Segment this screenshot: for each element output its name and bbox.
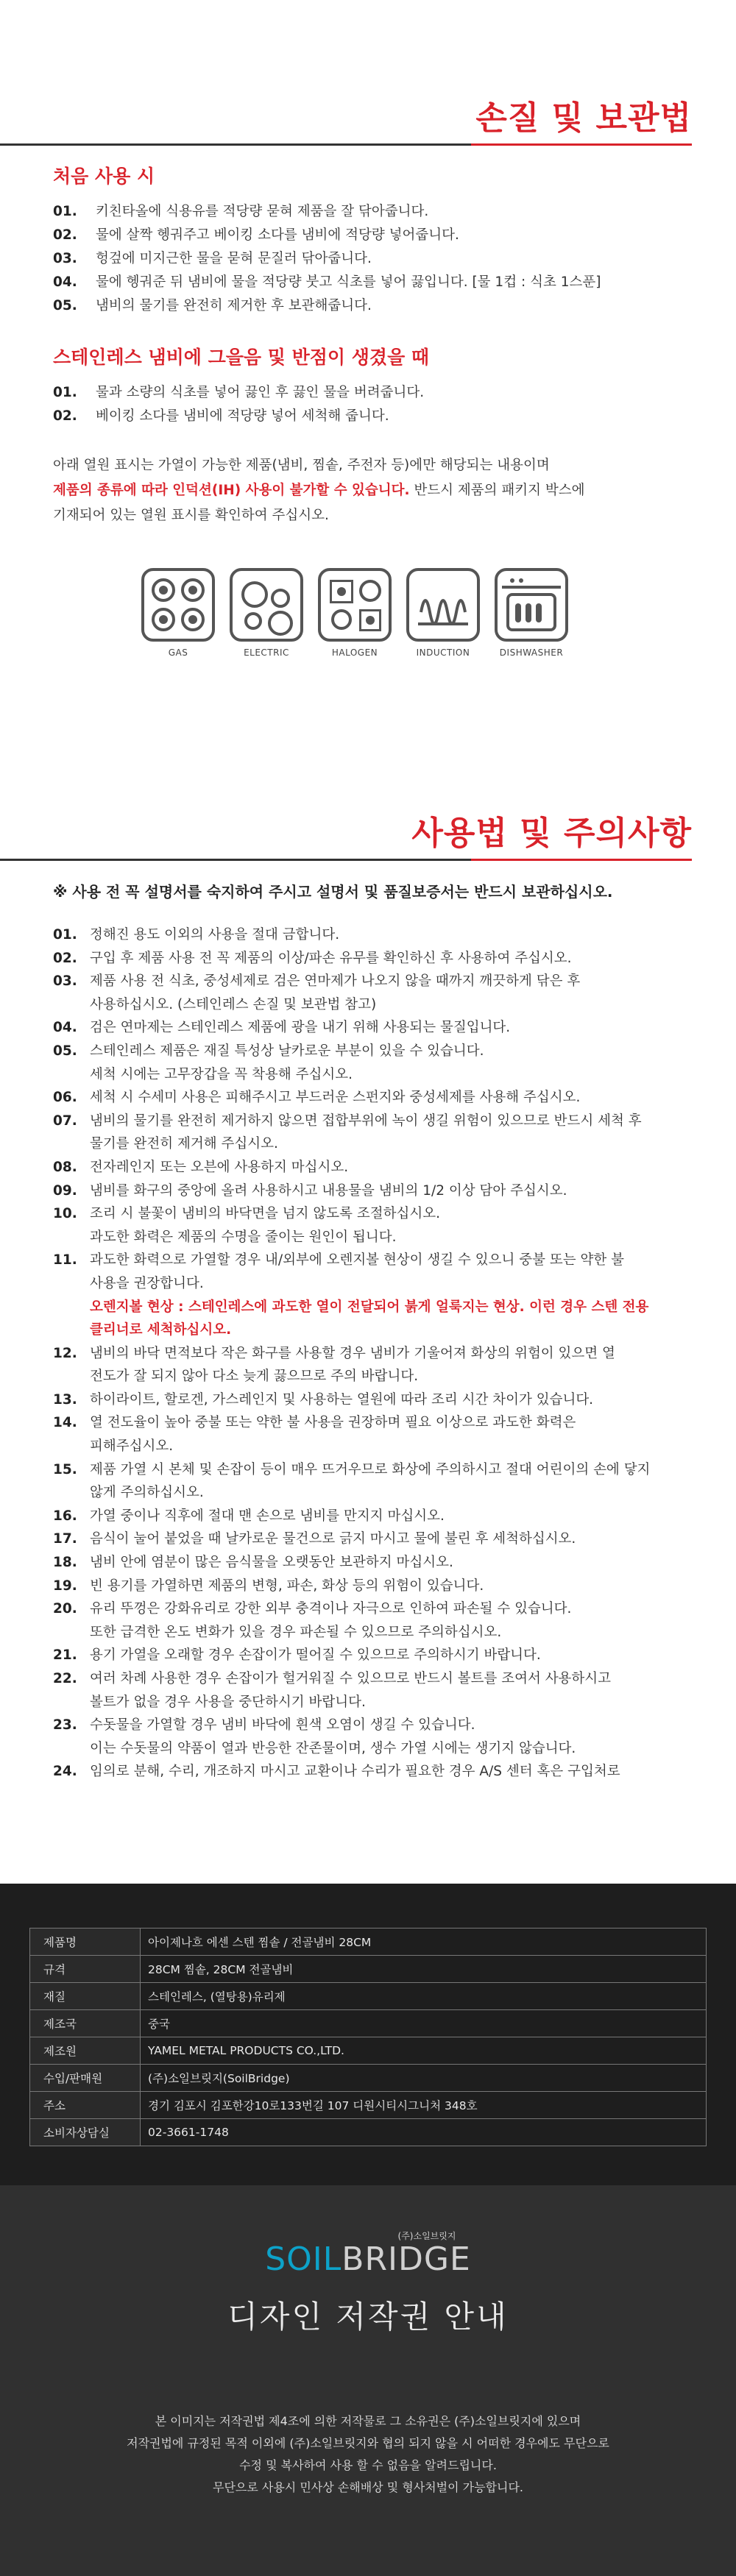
usage-item [53,1388,692,1412]
item-text [90,1575,692,1598]
item-number: 14. [53,1415,77,1431]
item-line: 전자레인지 또는 오븐에 사용하지 마십시오. [90,1159,349,1175]
usage-item [53,1202,692,1249]
usage-item [53,970,692,1016]
usage-section-header [0,658,736,877]
item-line: 용기 가열을 오래할 경우 손잡이가 떨어질 수 있으므로 주의하시기 바랍니다. [90,1647,541,1664]
item-number: 04. [53,1020,77,1036]
item-line: 사용하십시오. (스테인레스 손질 및 보관법 참고) [90,996,377,1012]
list-item [53,405,692,428]
info-key: 재질 [30,1983,141,2010]
item-line: 수돗물을 가열할 경우 냄비 바닥에 흰색 오염이 생길 수 있습니다. [90,1717,475,1734]
item-line: 냄비의 바닥 면적보다 작은 화구를 사용할 경우 냄비가 기울어져 화상의 위험이 있으면 열 [90,1345,615,1361]
item-line: 과도한 화력은 제품의 수명을 줄이는 원인이 됩니다. [90,1229,397,1245]
item-number: 20. [53,1601,77,1617]
usage-item [53,1411,692,1458]
list-item [53,271,692,294]
list-item [53,247,692,271]
info-value: 02-3661-1748 [141,2119,707,2146]
care-content [0,162,736,658]
info-row [30,2037,707,2065]
usage-item [53,1667,692,1714]
usage-item [53,1110,692,1156]
item-number: 07. [53,1113,77,1129]
info-value: 경기 김포시 김포한강10로133번길 107 디원시티시그니처 348호 [141,2092,707,2119]
item-text [90,1342,692,1388]
list-item [53,200,692,224]
info-row [30,2010,707,2037]
usage-notice: ※ 사용 전 꼭 설명서를 숙지하여 주시고 설명서 및 품질보증서는 반드시 보관하십시오. [53,883,613,901]
info-key: 규격 [30,1956,141,1983]
info-row [30,2092,707,2119]
info-value: (주)소일브릿지(SoilBridge) [141,2065,707,2092]
info-value: YAMEL METAL PRODUCTS CO.,LTD. [141,2037,707,2065]
usage-item [53,947,692,971]
item-line: 냄비의 물기를 완전히 제거하지 않으면 접합부위에 녹이 생길 위험이 있으므로 반드시 세척 후 [90,1113,642,1129]
copyright-text [0,2410,736,2499]
item-line: 유리 뚜껑은 강화유리로 강한 외부 충격이나 자극으로 인하여 파손될 수 있습니다. [90,1601,572,1617]
heat-note-line3: 기재되어 있는 열원 표시를 확인하여 주십시오. [53,508,329,523]
item-line: 조리 시 불꽃이 냄비의 바닥면을 넘지 않도록 조절하십시오. [90,1206,440,1222]
item-number: 18. [53,1555,77,1571]
dishwasher-icon [495,568,568,642]
info-key: 수입/판매원 [30,2065,141,2092]
item-line: 이는 수돗물의 약품이 열과 반응한 잔존물이며, 생수 가열 시에는 생기지 않습니다. [90,1740,576,1756]
care-section-header [0,0,736,162]
item-line: 하이라이트, 할로겐, 가스레인지 및 사용하는 열원에 따라 조리 시간 차이가 있습니다. [90,1391,594,1408]
item-line: 제품 사용 전 식초, 중성세제로 검은 연마제가 나오지 않을 때까지 깨끗하게 닦은 후 [90,973,581,990]
item-text [90,1179,692,1203]
list-item [53,224,692,247]
item-text [90,1040,692,1086]
item-line: 검은 연마제는 스테인레스 제품에 광을 내기 위해 사용되는 물질입니다. [90,1020,511,1036]
item-line: 가열 중이나 직후에 절대 맨 손으로 냄비를 만지지 마십시오. [90,1508,445,1524]
item-text: 키친타올에 식용유를 적당량 묻혀 제품을 잘 닦아줍니다. [96,204,429,219]
care-title: 손질 및 보관법 [475,99,692,137]
electric-label: ELECTRIC [244,647,289,658]
usage-item [53,1342,692,1388]
item-text [90,1202,692,1249]
item-line: 냄비 안에 염분이 많은 음식물을 오랫동안 보관하지 마십시오. [90,1555,453,1571]
item-number: 03. [53,973,77,990]
item-number: 02. [53,950,77,966]
item-text [90,1644,692,1667]
item-text [90,1760,692,1784]
item-text [90,1667,692,1714]
info-row [30,1956,707,1983]
usage-item [53,1249,692,1341]
item-line: 제품 가열 시 본체 및 손잡이 등이 매우 뜨거우므로 화상에 주의하시고 절대 어린이의 손에 닿지 [90,1461,651,1477]
product-info-section [0,1884,736,2185]
usage-item [53,1040,692,1086]
info-value: 아이제나흐 에센 스텐 찜솥 / 전골냄비 28CM [141,1929,707,1956]
item-number: 24. [53,1764,77,1780]
item-number: 08. [53,1159,77,1175]
item-line: 음식이 눌어 붙었을 때 날카로운 물건으로 긁지 마시고 물에 불린 후 세척하십시오. [90,1531,576,1547]
copyright-line: 저작권법에 규정된 목적 이외에 (주)소일브릿지와 협의 되지 않을 시 어떠한 경우에도 무단으로 [127,2436,609,2450]
first-use-list [53,200,692,318]
copyright-line: 수정 및 복사하여 사용 할 수 없음을 알려드립니다. [239,2458,497,2472]
item-number: 01. [53,927,77,943]
item-text [90,923,692,947]
info-row [30,1929,707,1956]
item-number: 05. [53,1043,77,1059]
usage-item [53,923,692,947]
warning-line: 클리너로 세척하십시오. [90,1322,232,1338]
usage-title: 사용법 및 주의사항 [411,815,692,852]
usage-item [53,1714,692,1760]
gas-icon [141,568,215,642]
copyright-line: 본 이미지는 저작권법 제4조에 의한 저작물로 그 소유권은 (주)소일브릿지에 있으며 [155,2414,581,2428]
item-text [90,1016,692,1040]
logo-bridge: BRIDGE [342,2240,471,2278]
item-line: 임의로 분해, 수리, 개조하지 마시고 교환이나 수리가 필요한 경우 A/S 센터 혹은 구입처로 [90,1764,620,1780]
heat-source-note [53,453,692,528]
electric-icon [230,568,303,642]
info-value: 중국 [141,2010,707,2037]
item-line: 세척 시에는 고무장갑을 꼭 착용해 주십시오. [90,1066,353,1082]
copyright-title: 디자인 저작권 안내 [227,2299,509,2335]
item-line: 물기를 완전히 제거해 주십시오. [90,1136,278,1152]
dishwasher-item [495,568,568,658]
usage-item [53,1527,692,1551]
info-key: 제조국 [30,2010,141,2037]
item-line: 구입 후 제품 사용 전 꼭 제품의 이상/파손 유무를 확인하신 후 사용하여 주십시오. [90,950,572,966]
heat-note-line2: 반드시 제품의 패키지 박스에 [409,483,585,498]
item-text [90,1249,692,1341]
item-number: 05. [53,298,77,313]
item-line: 피해주십시오. [90,1438,174,1455]
item-text [90,1527,692,1551]
heat-note-line1: 아래 열원 표시는 가열이 가능한 제품(냄비, 찜솥, 주전자 등)에만 해당되는 내용이며 [53,458,550,473]
item-number: 11. [53,1252,77,1269]
item-line: 스테인레스 제품은 재질 특성상 날카로운 부분이 있을 수 있습니다. [90,1043,484,1059]
item-number: 09. [53,1182,77,1199]
heat-note-warning: 제품의 종류에 따라 인덕션(IH) 사용이 불가할 수 있습니다. [53,483,410,498]
gas-item [141,568,215,658]
item-text: 물에 살짝 헹궈주고 베이킹 소다를 냄비에 적당량 넣어줍니다. [96,227,459,243]
item-line: 빈 용기를 가열하면 제품의 변형, 파손, 화상 등의 위험이 있습니다. [90,1578,484,1594]
copyright-line: 무단으로 사용시 민사상 손해배상 및 형사처벌이 가능합니다. [212,2480,523,2494]
heat-source-icons [53,568,692,658]
list-item [53,381,692,405]
item-text: 물과 소량의 식초를 넣어 끓인 후 끓인 물을 버려줍니다. [96,385,425,400]
usage-item [53,1505,692,1528]
item-number: 10. [53,1206,77,1222]
soilbridge-logo [0,2240,736,2278]
usage-item [53,1575,692,1598]
item-text [90,1458,692,1505]
item-text [90,1597,692,1644]
item-number: 21. [53,1647,77,1664]
gas-label: GAS [168,647,188,658]
list-item [53,294,692,318]
item-number: 04. [53,274,77,290]
item-text [90,947,692,971]
item-number: 01. [53,385,77,400]
item-line: 볼트가 없을 경우 사용을 중단하시기 바랍니다. [90,1694,366,1710]
item-line: 정해진 용도 이외의 사용을 절대 금합니다. [90,927,340,943]
item-number: 17. [53,1531,77,1547]
usage-item [53,1458,692,1505]
stain-list [53,381,692,428]
product-info-table [29,1928,707,2146]
halogen-label: HALOGEN [331,647,378,658]
item-number: 15. [53,1461,77,1477]
usage-item [53,1179,692,1203]
item-text: 베이킹 소다를 냄비에 적당량 넣어 세척해 줍니다. [96,408,389,424]
copyright-section [0,2185,736,2576]
item-line: 않게 주의하십시오. [90,1485,204,1501]
info-row [30,2065,707,2092]
item-line: 열 전도율이 높아 중불 또는 약한 불 사용을 권장하며 필요 이상으로 과도한 화력은 [90,1415,576,1431]
usage-item [53,1016,692,1040]
usage-content [0,880,736,1784]
usage-item [53,1644,692,1667]
item-text: 물에 헹궈준 뒤 냄비에 물을 적당량 붓고 식초를 넣어 끓입니다. [물 1컵 : 식초 1스푼] [96,274,601,290]
halogen-item [318,568,392,658]
item-line: 냄비를 화구의 중앙에 올려 사용하시고 내용물을 냄비의 1/2 이상 담아 주십시오. [90,1182,567,1199]
usage-item [53,1760,692,1784]
item-number: 19. [53,1578,77,1594]
item-number: 02. [53,408,77,424]
item-text [90,1505,692,1528]
title-rule [0,143,692,146]
item-line: 사용을 권장합니다. [90,1275,204,1291]
usage-list [53,923,692,1784]
item-text [90,1110,692,1156]
info-key: 제조원 [30,2037,141,2065]
halogen-icon [318,568,392,642]
info-row [30,2119,707,2146]
logo-soil: SOIL [265,2240,342,2278]
info-key: 소비자상담실 [30,2119,141,2146]
induction-item [406,568,480,658]
info-value: 스테인레스, (열탕용)유리제 [141,1983,707,2010]
first-use-title: 처음 사용 시 [53,166,155,187]
item-number: 12. [53,1345,77,1361]
item-line: 전도가 잘 되지 않아 다소 늦게 끓으므로 주의 바랍니다. [90,1369,419,1385]
item-line: 세척 시 수세미 사용은 피해주시고 부드러운 스펀지와 중성세제를 사용해 주십시오. [90,1090,581,1106]
stain-title: 스테인레스 냄비에 그을음 및 반점이 생겼을 때 [53,347,430,368]
item-text [90,1156,692,1179]
item-line: 여러 차례 사용한 경우 손잡이가 헐거워질 수 있으므로 반드시 볼트를 조여서 사용하시고 [90,1671,612,1686]
item-number: 06. [53,1090,77,1106]
item-line: 과도한 화력으로 가열할 경우 내/외부에 오렌지볼 현상이 생길 수 있으니 중불 또는 약한 불 [90,1252,625,1269]
item-text [90,1714,692,1760]
info-row [30,1983,707,2010]
usage-item [53,1597,692,1644]
item-text: 헝겊에 미지근한 물을 묻혀 문질러 닦아줍니다. [96,251,372,266]
item-text [90,1411,692,1458]
item-number: 23. [53,1717,77,1734]
info-key: 제품명 [30,1929,141,1956]
dishwasher-label: DISHWASHER [499,647,564,658]
item-text: 냄비의 물기를 완전히 제거한 후 보관해줍니다. [96,298,372,313]
induction-icon [406,568,480,642]
item-text [90,1086,692,1110]
induction-label: INDUCTION [416,647,470,658]
usage-item [53,1086,692,1110]
usage-item [53,1551,692,1575]
info-key: 주소 [30,2092,141,2119]
item-text [90,970,692,1016]
electric-item [230,568,303,658]
info-value: 28CM 찜솥, 28CM 전골냄비 [141,1956,707,1983]
usage-item [53,1156,692,1179]
item-line: 또한 급격한 온도 변화가 있을 경우 파손될 수 있으므로 주의하십시오. [90,1624,502,1640]
title-rule [0,859,692,861]
warning-line: 오렌지볼 현상 : 스테인레스에 과도한 열이 전달되어 붉게 얼룩지는 현상. 이런 경우 스텐 전용 [90,1299,649,1315]
item-number: 13. [53,1391,77,1408]
item-text [90,1551,692,1575]
item-number: 01. [53,204,77,219]
item-number: 22. [53,1671,77,1686]
item-number: 02. [53,227,77,243]
item-number: 16. [53,1508,77,1524]
item-number: 03. [53,251,77,266]
item-text [90,1388,692,1412]
logo-company-name: (주)소일브릿지 [397,2231,456,2241]
